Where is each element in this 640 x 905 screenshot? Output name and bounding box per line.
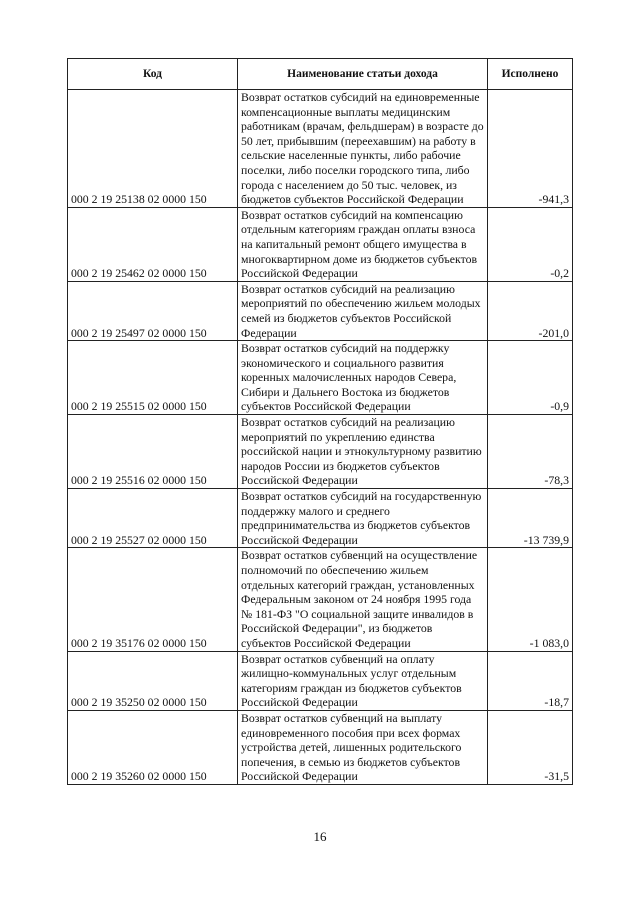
- page-number: 16: [313, 829, 327, 844]
- header-code: Код: [68, 59, 238, 90]
- table-row: [68, 90, 573, 208]
- revenue-item-name-cell: Возврат остатков субвенций на выплату единовременного пособия при всех формах устройства детей, лишенных родительского попечения, в семью из бюджетов субъектов Российской Федерации: [238, 710, 488, 784]
- executed-amount-cell: -18,7: [488, 651, 573, 710]
- revenue-code-cell: 000 2 19 25527 02 0000 150: [68, 489, 238, 548]
- revenue-item-name-cell: Возврат остатков субсидий на единовременные компенсационные выплаты медицинским работникам (врачам, фельдшерам) в возрасте до 50 лет, прибывшим (переехавшим) на работу в сельские населенные пункты, либо рабочие поселки, либо поселки городского типа, либо города с населением до 50 тыс. человек, из бюджетов субъектов Российской Федерации: [238, 90, 488, 208]
- table-row: [68, 710, 573, 784]
- executed-amount-cell: -78,3: [488, 415, 573, 489]
- table-row: [68, 651, 573, 710]
- executed-amount-cell: -31,5: [488, 710, 573, 784]
- revenue-code-cell: 000 2 19 25462 02 0000 150: [68, 207, 238, 281]
- table-body: [68, 90, 573, 785]
- revenue-item-name-cell: Возврат остатков субсидий на компенсацию отдельным категориям граждан оплаты взноса на капитальный ремонт общего имущества в многоквартирном доме из бюджетов субъектов Российской Федерации: [238, 207, 488, 281]
- revenue-item-name-cell: Возврат остатков субсидий на реализацию мероприятий по обеспечению жильем молодых семей из бюджетов субъектов Российской Федерации: [238, 281, 488, 340]
- revenue-code-cell: 000 2 19 35176 02 0000 150: [68, 548, 238, 651]
- table-row: [68, 207, 573, 281]
- revenue-code-cell: 000 2 19 25138 02 0000 150: [68, 90, 238, 208]
- revenue-code-cell: 000 2 19 25497 02 0000 150: [68, 281, 238, 340]
- revenue-item-name-cell: Возврат остатков субсидий на поддержку экономического и социального развития коренных малочисленных народов Севера, Сибири и Дальнего Востока из бюджетов субъектов Российской Федерации: [238, 341, 488, 415]
- table-row: [68, 548, 573, 651]
- executed-amount-cell: -0,2: [488, 207, 573, 281]
- table-row: [68, 281, 573, 340]
- executed-amount-cell: -0,9: [488, 341, 573, 415]
- revenue-item-name-cell: Возврат остатков субвенций на осуществление полномочий по обеспечению жильем отдельных категорий граждан, установленных Федеральным законом от 24 ноября 1995 года № 181-ФЗ "О социальной защите инвалидов в Российской Федерации", из бюджетов субъектов Российской Федерации: [238, 548, 488, 651]
- revenue-item-name-cell: Возврат остатков субсидий на государственную поддержку малого и среднего предпринимательства из бюджетов субъектов Российской Федерации: [238, 489, 488, 548]
- revenue-item-name-cell: Возврат остатков субвенций на оплату жилищно-коммунальных услуг отдельным категориям граждан из бюджетов субъектов Российской Федерации: [238, 651, 488, 710]
- executed-amount-cell: -941,3: [488, 90, 573, 208]
- executed-amount-cell: -13 739,9: [488, 489, 573, 548]
- revenue-code-cell: 000 2 19 25516 02 0000 150: [68, 415, 238, 489]
- revenue-code-cell: 000 2 19 35250 02 0000 150: [68, 651, 238, 710]
- table-header-row: [68, 59, 573, 90]
- revenue-item-name-cell: Возврат остатков субсидий на реализацию мероприятий по укреплению единства российской нации и этнокультурному развитию народов России из бюджетов субъектов Российской Федерации: [238, 415, 488, 489]
- header-amount: Исполнено: [488, 59, 573, 90]
- revenue-code-cell: 000 2 19 35260 02 0000 150: [68, 710, 238, 784]
- executed-amount-cell: -1 083,0: [488, 548, 573, 651]
- table-row: [68, 489, 573, 548]
- executed-amount-cell: -201,0: [488, 281, 573, 340]
- table-row: [68, 341, 573, 415]
- header-name: Наименование статьи дохода: [238, 59, 488, 90]
- revenue-code-cell: 000 2 19 25515 02 0000 150: [68, 341, 238, 415]
- table-row: [68, 415, 573, 489]
- revenue-table: [67, 58, 573, 785]
